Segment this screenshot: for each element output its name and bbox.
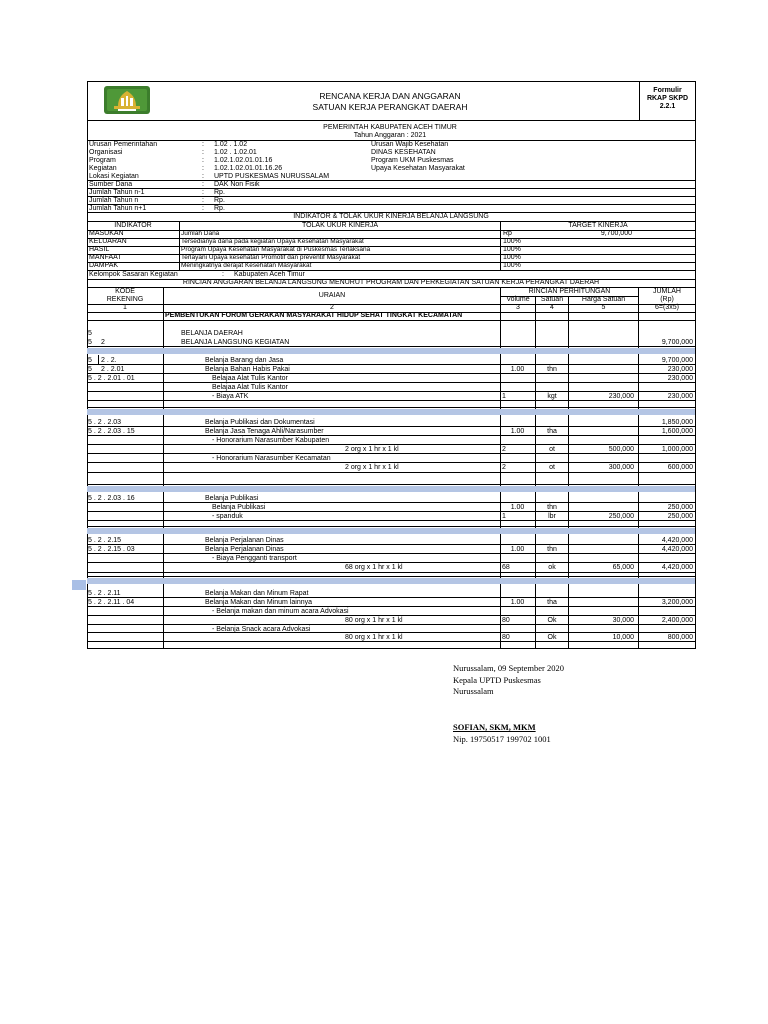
satuan: thn — [547, 366, 557, 373]
uraian: - Honorarium Narasumber Kecamatan — [212, 455, 331, 462]
uraian: Belanja Makan dan Minum lainnya — [205, 599, 313, 606]
harga-satuan: 65,000 — [612, 564, 634, 571]
uraian: - Belanja makan dan minum acara Advokasi — [212, 608, 349, 615]
satuan: tha — [547, 428, 557, 435]
uraian: Belanja Perjalanan Dinas — [205, 546, 284, 553]
harga-satuan: 500,000 — [608, 446, 634, 453]
col-number: 3 — [516, 304, 520, 311]
volume: 1.00 — [510, 599, 525, 606]
indicator-target: 100% — [503, 254, 521, 261]
satuan: ok — [548, 564, 556, 571]
uraian: - Belanja Snack acara Advokasi — [212, 626, 311, 633]
signer-location: Nurussalam — [453, 686, 494, 696]
form-label: Formulir — [653, 87, 682, 94]
col-number: 2 — [330, 304, 334, 311]
rp-header: (Rp) — [660, 296, 674, 303]
kode-sub: 2 — [101, 339, 105, 346]
document-subtitle: SATUAN KERJA PERANGKAT DAERAH — [312, 102, 468, 112]
info-label: Sumber Dana — [89, 181, 133, 188]
jumlah-header: JUMLAH — [652, 288, 681, 295]
uraian: Belanja Perjalanan Dinas — [205, 537, 284, 544]
volume: 80 — [502, 634, 510, 641]
indicator-amount: 9,700,000 — [600, 230, 632, 237]
indicator-name: MASUKAN — [89, 230, 124, 237]
satuan: kgt — [547, 393, 557, 400]
satuan: ot — [549, 464, 555, 471]
kode-rekening: 5 . 2 . 2.15 . 03 — [88, 546, 135, 553]
satuan: ot — [549, 446, 555, 453]
info-desc: Upaya Kesehatan Masyarakat — [371, 165, 465, 172]
section-band — [87, 578, 695, 584]
government-name: PEMERINTAH KABUPATEN ACEH TIMUR — [323, 124, 457, 131]
info-label: Kegiatan — [89, 165, 117, 172]
col-number: 4 — [550, 304, 554, 311]
jumlah: 9,700,000 — [661, 339, 693, 346]
uraian: - Biaya Pengganti transport — [212, 555, 297, 562]
jumlah: 230,000 — [667, 393, 693, 400]
section-band — [87, 409, 695, 415]
jumlah: 250,000 — [667, 504, 693, 511]
col-number: 5 — [601, 304, 606, 311]
kode-rekening: 5 — [88, 330, 92, 337]
info-code: 1.02.1.02.01.01.16 — [214, 157, 273, 164]
jumlah: 1,850,000 — [661, 419, 693, 426]
info-code: Rp. — [214, 197, 225, 204]
kode-rekening: 5 — [88, 357, 92, 364]
info-code: 1.02.1.02.01.01.16.26 — [214, 165, 283, 172]
uraian: 2 org x 1 hr x 1 kl — [345, 446, 399, 453]
rincian-perhitungan-header: RINCIAN PERHITUNGAN — [528, 288, 611, 295]
info-label: Jumlah Tahun n-1 — [89, 189, 145, 196]
jumlah: 9,700,000 — [661, 357, 693, 364]
info-label: Organisasi — [89, 149, 123, 156]
place-date: Nurussalam, 09 September 2020 — [453, 663, 564, 673]
jumlah: 4,420,000 — [661, 537, 693, 544]
harga-satuan: 230,000 — [608, 393, 634, 400]
harga-satuan: 10,000 — [612, 634, 634, 641]
kode-rekening: 5 — [88, 366, 92, 373]
volume: 80 — [502, 617, 510, 624]
info-code: 1.02 . 1.02.01 — [214, 149, 257, 156]
jumlah: 4,420,000 — [661, 564, 693, 571]
harga-satuan: 30,000 — [612, 617, 634, 624]
jumlah: 1,600,000 — [661, 428, 693, 435]
volume: 1.00 — [510, 366, 525, 373]
tolak-ukur-header: TOLAK UKUR KINERJA — [301, 222, 379, 229]
kode-sub: 2 . 2.01 — [101, 366, 125, 373]
section-band — [87, 528, 695, 534]
info-label: Jumlah Tahun n+1 — [89, 205, 147, 212]
jumlah: 3,200,000 — [661, 599, 693, 606]
uraian: BELANJA DAERAH — [181, 330, 243, 337]
uraian: Belanja Jasa Tenaga Ahli/Narasumber — [205, 428, 324, 435]
volume: 1 — [502, 513, 506, 520]
uraian: Belanja Publikasi — [212, 504, 266, 511]
info-code: Rp. — [214, 189, 225, 196]
volume-header: Volume — [506, 296, 530, 303]
satuan: tha — [547, 599, 557, 606]
program-title: PEMBENTUKAN FORUM GERAKAN MASYARAKAT HIDUP SEHAT TINGKAT KECAMATAN — [165, 312, 463, 319]
satuan-header: Satuan — [540, 296, 564, 303]
target-header: TARGET KINERJA — [568, 222, 628, 229]
indicator-name: HASIL — [89, 246, 110, 253]
kode-rekening: 5 . 2 . 2.03 . 16 — [88, 495, 135, 502]
jumlah: 230,000 — [667, 366, 693, 373]
uraian: Belajaa Alat Tulis Kantor — [212, 375, 288, 382]
kode-rekening: 5 . 2 . 2.11 . 04 — [88, 599, 135, 606]
harga-satuan-header: Harga Satuan — [581, 296, 626, 303]
section-band — [87, 486, 695, 492]
kode-rekening: 5 . 2 . 2.11 — [88, 590, 121, 597]
indicator-tolak: Tersedianya dana pada kegiatan Upaya Kesehatan Masyarakat — [181, 238, 364, 245]
uraian: - Honorarium Narasumber Kabupaten — [212, 437, 330, 444]
kode-header: KODE — [115, 288, 135, 295]
jumlah: 800,000 — [667, 634, 693, 641]
indicator-tolak: Terlayani Upaya kesehatan Promotif dan preventif Masyarakat — [181, 254, 361, 261]
kode-rekening: 5 — [88, 339, 92, 346]
indicator-tolak: Program Upaya Kesehatan Masyarakat di Puskesmas Terlaksana — [181, 246, 371, 253]
uraian: 2 org x 1 hr x 1 kl — [345, 464, 399, 471]
uraian: 80 org x 1 hr x 1 kl — [345, 617, 403, 624]
rekening-header: REKENING — [106, 296, 144, 303]
indicator-target: 100% — [503, 238, 521, 245]
info-label: Urusan Pemerintahan — [89, 141, 158, 148]
uraian: Belanja Publikasi — [205, 495, 259, 502]
satuan: Ok — [547, 634, 557, 641]
indicator-target: 100% — [503, 246, 521, 253]
info-label: Lokasi Kegiatan — [89, 173, 139, 180]
kode-rekening: 5 . 2 . 2.03 — [88, 419, 122, 426]
volume: 1.00 — [510, 504, 525, 511]
uraian: Belanja Barang dan Jasa — [205, 357, 284, 364]
kode-rekening: 5 . 2 . 2.15 — [88, 537, 122, 544]
info-desc: DINAS KESEHATAN — [371, 149, 436, 156]
uraian: BELANJA LANGSUNG KEGIATAN — [181, 339, 290, 346]
selection-marker — [72, 580, 86, 590]
harga-satuan: 250,000 — [608, 513, 634, 520]
uraian: - spanduk — [212, 513, 243, 520]
jumlah: 4,420,000 — [661, 546, 693, 553]
harga-satuan: 300,000 — [608, 464, 634, 471]
info-code: DAK Non Fisik — [214, 181, 260, 188]
indicator-title: INDIKATOR & TOLAK UKUR KINERJA BELANJA LANGSUNG — [293, 213, 489, 220]
info-desc: Urusan Wajib Kesehatan — [371, 141, 449, 148]
form-code: RKAP SKPD — [646, 95, 689, 102]
target-group-label: Kelompok Sasaran Kegiatan — [89, 271, 178, 278]
info-label: Program — [89, 157, 116, 164]
info-label: Jumlah Tahun n — [89, 197, 139, 204]
signer-nip: Nip. 19750517 199702 1001 — [453, 734, 551, 744]
jumlah: 250,000 — [667, 513, 693, 520]
volume: 1.00 — [510, 546, 525, 553]
info-code: 1.02 . 1.02 — [214, 141, 248, 148]
info-desc: Program UKM Puskesmas — [371, 157, 454, 164]
jumlah: 1,000,000 — [661, 446, 693, 453]
signer-name: SOFIAN, SKM, MKM — [453, 722, 536, 732]
volume: 1 — [502, 393, 506, 400]
indicator-target: 100% — [503, 262, 521, 269]
kode-rekening: 5 . 2 . 2.01 . 01 — [88, 375, 135, 382]
target-group-value: Kabupaten Aceh Timur — [234, 271, 305, 278]
kode-rekening: 5 . 2 . 2.03 . 15 — [88, 428, 135, 435]
indicator-name: MANFAAT — [89, 254, 122, 261]
jumlah: 2,400,000 — [661, 617, 693, 624]
budget-year: Tahun Anggaran : 2021 — [353, 132, 427, 139]
satuan: lbr — [548, 513, 556, 520]
uraian: Belanja Publikasi dan Dokumentasi — [205, 419, 315, 426]
government-logo — [101, 84, 153, 116]
uraian: 80 org x 1 hr x 1 kl — [345, 634, 403, 641]
uraian: Belanja Bahan Habis Pakai — [205, 366, 290, 373]
info-code: UPTD PUSKESMAS NURUSSALAM — [214, 173, 330, 180]
document-title: RENCANA KERJA DAN ANGGARAN — [319, 91, 461, 101]
uraian: - Biaya ATK — [212, 393, 249, 400]
volume: 2 — [502, 464, 506, 471]
col-number: 1 — [123, 304, 127, 311]
indicator-name: KELUARAN — [89, 238, 127, 245]
uraian: 68 org x 1 hr x 1 kl — [345, 564, 403, 571]
satuan: Ok — [547, 617, 557, 624]
jumlah: 600,000 — [667, 464, 693, 471]
form-number: 2.2.1 — [659, 103, 676, 110]
satuan: thn — [547, 546, 557, 553]
uraian: Belanja Makan dan Minum Rapat — [205, 590, 309, 597]
indicator-tolak: Meningkatnya derajat Kesehatan Masyarakat — [181, 262, 312, 269]
volume: 68 — [502, 564, 510, 571]
uraian: Belajaa Alat Tulis Kantor — [212, 384, 288, 391]
uraian-header: URAIAN — [318, 292, 346, 299]
indicator-name: DAMPAK — [89, 262, 119, 269]
kode-sub: 2 . 2. — [101, 357, 117, 364]
satuan: thn — [547, 504, 557, 511]
info-code: Rp. — [214, 205, 225, 212]
section-band — [87, 348, 695, 354]
indicator-target: Rp — [503, 230, 512, 237]
indicator-tolak: Jumlah Dana — [181, 230, 220, 237]
signer-position: Kepala UPTD Puskesmas — [453, 675, 541, 685]
indicator-header: INDIKATOR — [114, 222, 152, 229]
col-number: 6=(3x5) — [655, 304, 679, 311]
volume: 1.00 — [510, 428, 525, 435]
volume: 2 — [502, 446, 506, 453]
rincian-title: RINCIAN ANGGARAN BELANJA LANGSUNG MENURUT PROGRAM DAN PERKEGIATAN SATUAN KERJA PERANGKAT DAERAH — [182, 279, 600, 286]
jumlah: 230,000 — [667, 375, 693, 382]
